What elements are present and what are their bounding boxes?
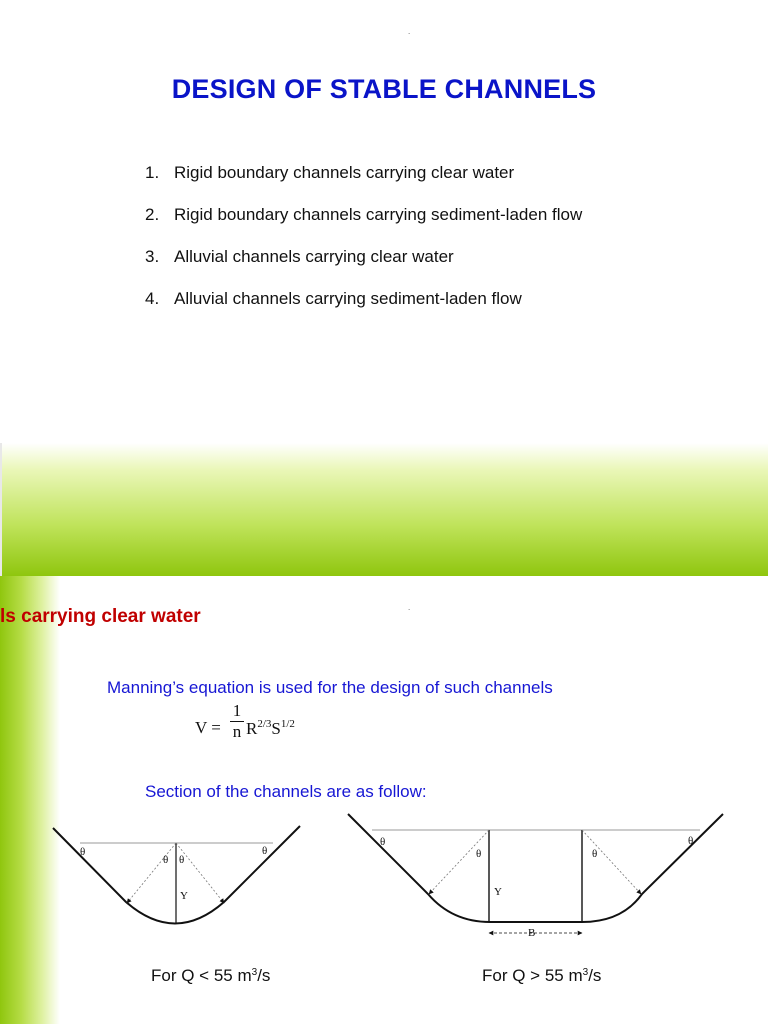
slope-exponent: 1/2 [280, 718, 295, 730]
section-description: Section of the channels are as follow: [145, 782, 427, 801]
fraction-numerator: 1 [232, 701, 242, 720]
list-item [145, 205, 582, 247]
caption-small-discharge [151, 966, 270, 986]
list-item-text: Alluvial channels carrying clear water [174, 247, 454, 266]
list-item-number: 4. [145, 289, 160, 308]
channel-section-diagrams [0, 576, 768, 1024]
list-item-text: Rigid boundary channels carrying clear water [174, 163, 515, 182]
manning-description: Manning’s equation is used for the design of such channels [107, 678, 553, 697]
list-item [145, 247, 582, 289]
theta-label: θ [476, 848, 482, 860]
theta-label: θ [163, 854, 169, 866]
slope-symbol: S [271, 719, 281, 738]
list-item-number: 2. [145, 205, 160, 224]
caption-superscript: 3 [251, 967, 258, 978]
list-item-number: 1. [145, 163, 160, 182]
fraction-denominator: n [232, 722, 242, 741]
caption-unit: /s [257, 966, 271, 985]
slide-marker-dot: . [408, 603, 411, 612]
caption-unit: /s [588, 966, 602, 985]
radius-line [582, 830, 641, 894]
theta-label: θ [380, 836, 386, 848]
radius-exponent: 2/3 [257, 718, 272, 730]
radius-line [127, 843, 176, 903]
equation-lhs: V = [195, 718, 221, 737]
slide-2 [0, 576, 768, 1024]
list-item-number: 3. [145, 247, 160, 266]
list-item [145, 163, 582, 205]
trapezoidal-channel-diagram [348, 814, 723, 939]
slide-title: DESIGN OF STABLE CHANNELS [171, 74, 597, 104]
slide-heading: ls carrying clear water [0, 606, 201, 627]
triangular-channel-diagram [53, 826, 300, 924]
caption-text: For Q > 55 m [482, 966, 583, 985]
caption-text: For Q < 55 m [151, 966, 252, 985]
theta-label: θ [80, 846, 86, 858]
theta-label: θ [179, 854, 185, 866]
theta-label: θ [688, 835, 694, 847]
list-item-text: Alluvial channels carrying sediment-laden flow [174, 289, 522, 308]
list-item-text: Rigid boundary channels carrying sediment-laden flow [174, 205, 583, 224]
theta-label: θ [262, 845, 268, 857]
depth-label: Y [494, 886, 502, 898]
caption-large-discharge [482, 966, 601, 986]
slide-marker-dot: . [408, 27, 411, 36]
width-label: B [528, 927, 536, 939]
theta-label: θ [592, 848, 598, 860]
green-gradient-band [0, 443, 768, 576]
list-item [145, 289, 582, 331]
hydraulic-radius-symbol: R [246, 719, 258, 738]
slide-edge-line [0, 443, 2, 576]
channel-types-list [145, 163, 582, 331]
caption-superscript: 3 [582, 967, 589, 978]
radius-line [429, 830, 489, 894]
depth-label: Y [180, 890, 188, 902]
